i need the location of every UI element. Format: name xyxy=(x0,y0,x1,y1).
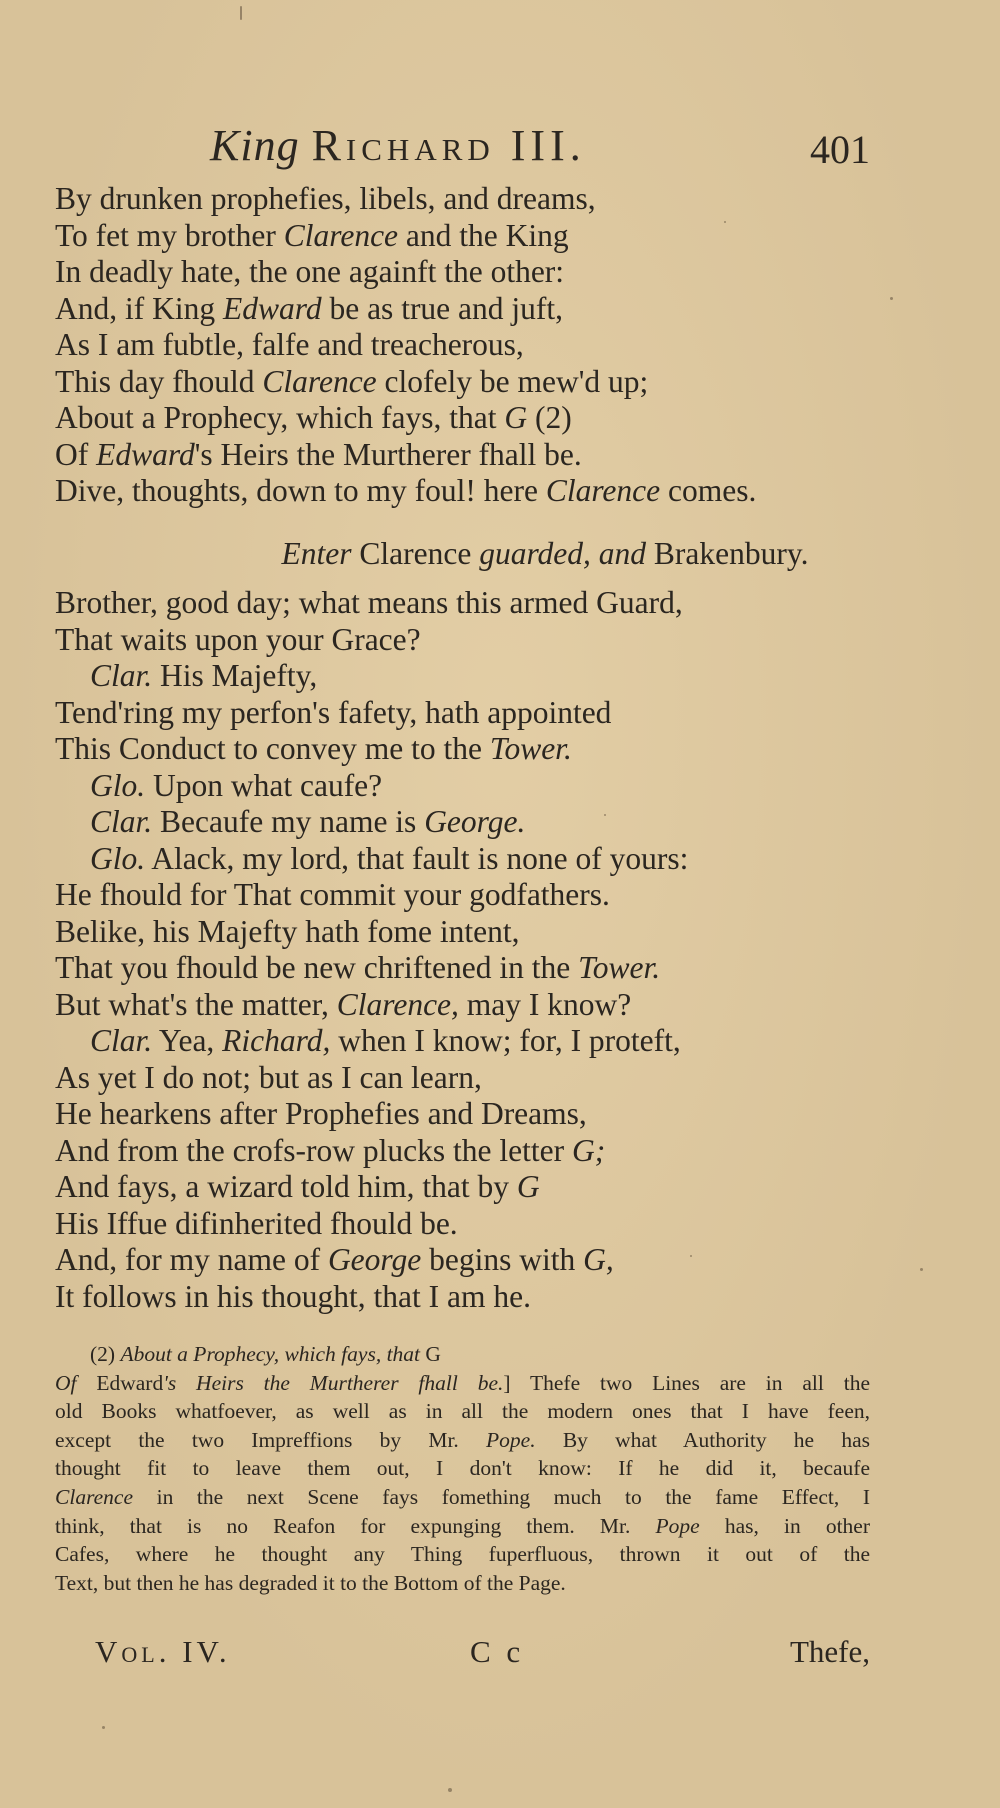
text-run: He fhould for That commit your godfathers. xyxy=(55,877,610,912)
italic-text: Edward xyxy=(96,436,195,472)
verse-line xyxy=(55,804,955,841)
verse-line xyxy=(55,1206,955,1243)
signature-mark: C c xyxy=(470,1634,525,1669)
italic-text: About a Prophecy, which fays, that xyxy=(120,1342,421,1366)
footnote-line xyxy=(55,1397,870,1426)
text-run: Clarence xyxy=(351,536,480,571)
verse-line xyxy=(55,437,945,474)
text-run: old Books whatfoever, as well as in all the modern ones that I have feen, xyxy=(55,1399,870,1424)
italic-text: Tower. xyxy=(578,950,661,985)
italic-text: Enter xyxy=(281,536,352,571)
verse-line xyxy=(55,914,955,951)
text-run: By drunken prophefies, libels, and dreams, xyxy=(55,181,596,216)
text-run: By what Authority he has xyxy=(535,1427,870,1452)
text-run: when I know; for, I proteft, xyxy=(330,1023,681,1058)
italic-text: Clarence, xyxy=(336,986,459,1022)
text-run: ] Thefe two Lines are in all the xyxy=(503,1370,870,1395)
text-run: But what's the matter, xyxy=(55,986,337,1022)
verse-line xyxy=(55,622,955,659)
text-run: Alack, my lord, that fault is none of yours: xyxy=(145,840,689,876)
italic-text: guarded, xyxy=(479,536,591,571)
verse-line xyxy=(55,768,955,805)
text-run: has, in other xyxy=(699,1513,871,1538)
text-run: be as true and juft, xyxy=(321,290,564,326)
text-run: comes. xyxy=(660,473,757,508)
text-run: That waits upon your Grace? xyxy=(55,621,421,657)
text-run: And fays, a wizard told him, that by xyxy=(55,1169,517,1204)
running-head xyxy=(55,120,870,176)
italic-text: and xyxy=(590,536,647,571)
text-run: think, that is no Reafon for expunging them. Mr. xyxy=(55,1513,656,1538)
footnote-line xyxy=(55,1340,870,1369)
text-run: Upon what caufe? xyxy=(145,767,383,803)
italic-text: Clarence xyxy=(262,363,377,399)
verse-line xyxy=(55,695,955,732)
text-run: in the next Scene fays fomething much to the fame Effect, I xyxy=(133,1484,870,1509)
footnote xyxy=(55,1340,870,1597)
italic-text: Clar. xyxy=(90,658,153,693)
text-run: Cafes, where he thought any Thing fuperfluous, thrown it out of the xyxy=(55,1542,870,1567)
italic-text: Pope. xyxy=(486,1427,536,1452)
verse-line xyxy=(55,181,945,218)
verse-line xyxy=(55,1023,955,1060)
text-run: To fet my brother xyxy=(55,217,284,253)
italic-text: G; xyxy=(571,1132,606,1168)
verse-line xyxy=(55,585,955,622)
text-run: begins with xyxy=(421,1242,584,1277)
italic-text: Clarence xyxy=(283,217,399,253)
text-run: He hearkens after Prophefies and Dreams, xyxy=(55,1096,587,1131)
text-run: It follows in his thought, that I am he. xyxy=(55,1278,531,1314)
text-run: may I know? xyxy=(458,986,632,1022)
text-run: Dive, thoughts, down to my foul! here xyxy=(55,473,546,508)
text-run: clofely be mew'd up; xyxy=(376,363,649,399)
italic-text: 's Heirs the Murtherer fhall be. xyxy=(163,1370,504,1395)
text-run: That you fhould be new chriftened in the xyxy=(55,950,579,985)
verse-line xyxy=(55,658,955,695)
italic-text: G, xyxy=(583,1242,614,1277)
ink-speck xyxy=(448,1788,452,1792)
text-run: His Majefty, xyxy=(152,658,318,693)
ink-speck xyxy=(102,1726,105,1729)
italic-text: Of xyxy=(55,1370,77,1395)
text-run: except the two Impreffions by Mr. xyxy=(55,1427,487,1452)
text-run: (2) xyxy=(527,400,572,435)
text-run: Edward xyxy=(76,1370,164,1395)
italic-text: George. xyxy=(424,804,526,839)
catchword: Thefe, xyxy=(789,1634,870,1669)
text-run: This Conduct to convey me to the xyxy=(55,731,490,766)
verse-block-top xyxy=(55,181,945,510)
text-run: Belike, his Majefty hath fome intent, xyxy=(55,913,520,949)
italic-text: Glo. xyxy=(90,767,146,803)
text-run: His Iffue difinherited fhould be. xyxy=(55,1205,458,1241)
text-run: Becaufe my name is xyxy=(152,804,425,839)
italic-text: Clarence xyxy=(545,473,661,508)
text-run: Of xyxy=(55,436,97,472)
italic-text: George xyxy=(327,1242,422,1277)
footnote-line xyxy=(55,1369,870,1398)
verse-block-dialogue xyxy=(55,585,955,1315)
text-run: (2) xyxy=(90,1342,121,1366)
italic-text: Clarence xyxy=(55,1484,134,1509)
text-run: As yet I do not; but as I can learn, xyxy=(55,1059,482,1095)
verse-line xyxy=(55,1242,955,1279)
verse-line xyxy=(55,364,945,401)
text-run: About a Prophecy, which fays, that xyxy=(55,400,505,435)
running-title xyxy=(210,120,586,171)
text-run: 's Heirs the Murtherer fhall be. xyxy=(194,436,582,472)
text-run: And, if King xyxy=(55,290,223,326)
verse-line xyxy=(55,841,955,878)
italic-text: Edward xyxy=(223,290,322,326)
verse-line xyxy=(55,1169,955,1206)
page-footer xyxy=(55,1634,870,1678)
italic-text: Richard, xyxy=(222,1023,331,1058)
footnote-line xyxy=(55,1426,870,1455)
italic-text: Tower. xyxy=(489,731,572,766)
page-number: 401 xyxy=(810,127,870,172)
verse-line xyxy=(55,473,945,510)
text-run: Tend'ring my perfon's fafety, hath appointed xyxy=(55,694,612,730)
verse-line xyxy=(55,1133,955,1170)
italic-text: G xyxy=(504,400,528,435)
verse-line xyxy=(55,1279,955,1316)
text-run: Yea, xyxy=(152,1023,223,1058)
italic-text: Pope xyxy=(655,1513,700,1538)
verse-line xyxy=(55,731,955,768)
footnote-line xyxy=(55,1540,870,1569)
text-run: This day fhould xyxy=(55,363,263,399)
text-run: Text, but then he has degraded it to the Bottom of the Page. xyxy=(55,1570,566,1595)
text-run: Brother, good day; what means this armed Guard, xyxy=(55,585,683,620)
verse-line xyxy=(55,400,945,437)
verse-line xyxy=(55,1060,955,1097)
verse-line xyxy=(55,327,945,364)
volume-mark: Vol. IV. xyxy=(95,1634,231,1669)
verse-line xyxy=(55,254,945,291)
text-run: In deadly hate, the one againft the other: xyxy=(55,254,565,289)
text-run: As I am fubtle, falfe and treacherous, xyxy=(55,327,524,362)
verse-line xyxy=(55,877,955,914)
stage-direction xyxy=(0,536,1000,572)
text-run: G xyxy=(420,1342,441,1366)
text-run: and the King xyxy=(398,217,569,253)
ink-mark xyxy=(240,6,242,20)
running-title-rest: Richard III. xyxy=(311,121,586,170)
footnote-line xyxy=(55,1569,870,1598)
verse-line xyxy=(55,291,945,328)
italic-text: Clar. xyxy=(90,1023,153,1058)
italic-text: Clar. xyxy=(90,804,153,839)
italic-text: G xyxy=(516,1169,540,1204)
verse-line xyxy=(55,987,955,1024)
text-run: thought fit to leave them out, I don't know: If he did it, becaufe xyxy=(55,1456,870,1481)
footnote-line xyxy=(55,1483,870,1512)
italic-text: Glo. xyxy=(90,840,146,876)
footnote-line xyxy=(55,1454,870,1483)
verse-line xyxy=(55,950,955,987)
text-run: Brakenbury. xyxy=(646,536,809,571)
text-run: And, for my name of xyxy=(55,1242,328,1277)
verse-line xyxy=(55,218,945,255)
running-title-italic: King xyxy=(210,121,300,170)
verse-line xyxy=(55,1096,955,1133)
text-run: And from the crofs-row plucks the letter xyxy=(55,1132,572,1168)
footnote-line xyxy=(55,1512,870,1541)
